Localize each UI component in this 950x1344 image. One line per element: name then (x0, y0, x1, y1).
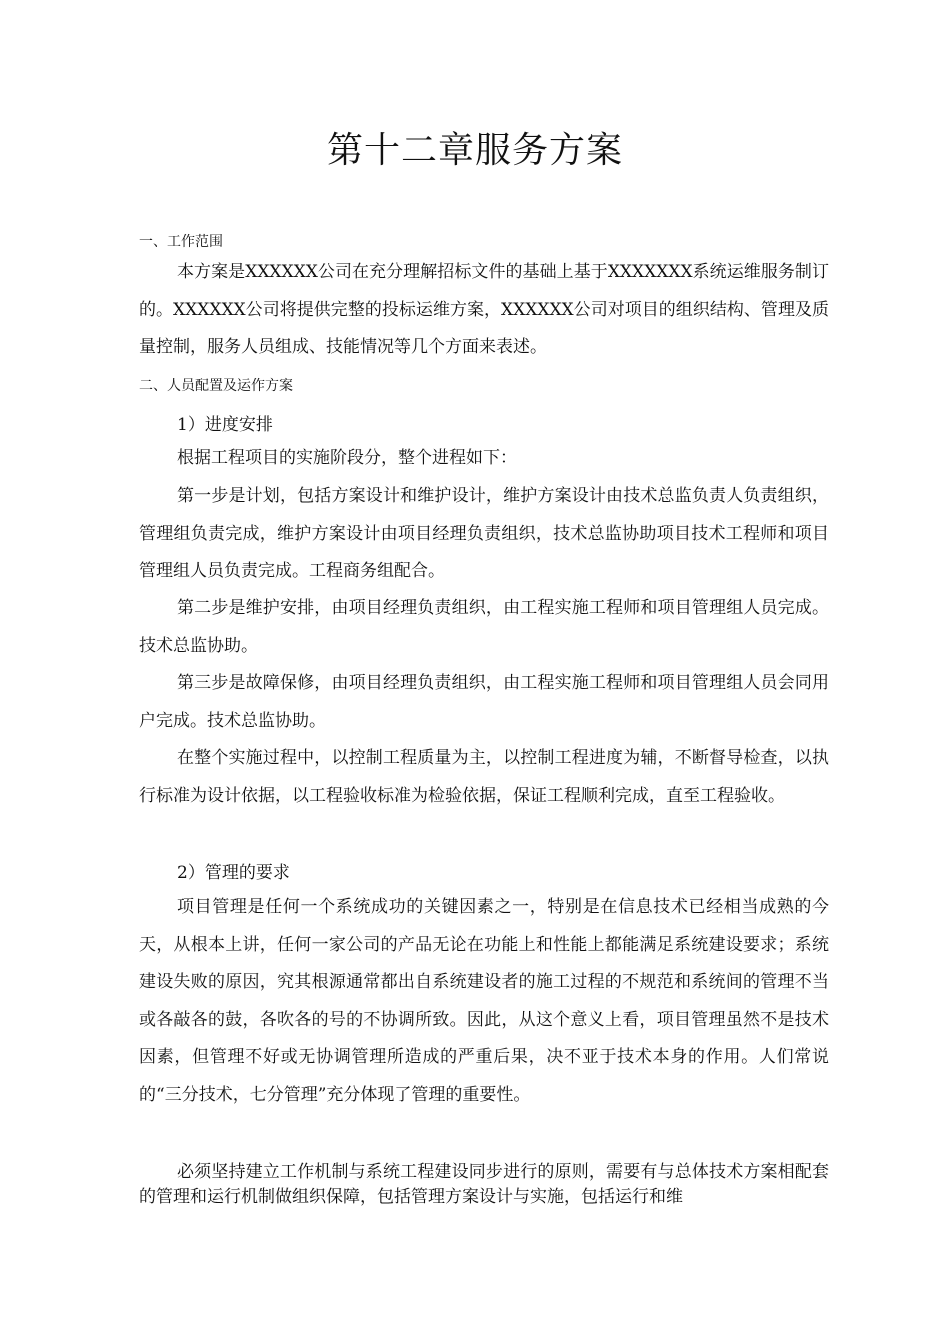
paragraph-process-summary: 在整个实施过程中，以控制工程质量为主，以控制工程进度为辅，不断督导检查，以执行标准为设计依据，以工程验收标准为检验依据，保证工程顺利完成，直至工程验收。 (139, 748, 829, 806)
paragraph-management-2: 必须坚持建立工作机制与系统工程建设同步进行的原则，需要有与总体技术方案相配套的管理和运行机制做组织保障，包括管理方案设计与实施，包括运行和维 (139, 1162, 829, 1207)
section-heading-scope: 一、工作范围 (139, 234, 223, 250)
paragraph-step-2: 第二步是维护安排，由项目经理负责组织，由工程实施工程师和项目管理组人员完成。技术总监协助。 (139, 598, 829, 656)
section-heading-staffing: 二、人员配置及运作方案 (139, 378, 293, 394)
subheading-schedule: 1）进度安排 (177, 415, 273, 435)
paragraph-step-1: 第一步是计划，包括方案设计和维护设计，维护方案设计由技术总监负责人负责组织，管理组负责完成，维护方案设计由项目经理负责组织，技术总监协助项目技术工程师和项目管理组人员负责完成。工程商务组配合。 (139, 486, 829, 581)
paragraph-step-3: 第三步是故障保修，由项目经理负责组织，由工程实施工程师和项目管理组人员会同用户完成。技术总监协助。 (139, 673, 829, 731)
subheading-management: 2）管理的要求 (177, 863, 290, 883)
page-title: 第十二章服务方案 (326, 130, 623, 171)
paragraph-scope: 本方案是XXXXXX公司在充分理解招标文件的基础上基于XXXXXXX系统运维服务制订的。XXXXXX公司将提供完整的投标运维方案，XXXXXX公司对项目的组织结构、管理及质量控制，服务人员组成、技能情况等几个方面来表述。 (139, 262, 829, 357)
paragraph-management-1: 项目管理是任何一个系统成功的关键因素之一，特别是在信息技术已经相当成熟的今天，从根本上讲，任何一家公司的产品无论在功能上和性能上都能满足系统建设要求；系统建设失败的原因，究其根源通常都出自系统建设者的施工过程的不规范和系统间的管理不当或各敲各的鼓，各吹各的号的不协调所致。因此，从这个意义上看，项目管理虽然不是技术因素，但管理不好或无协调管理所造成的严重后果，决不亚于技术本身的作用。人们常说的“三分技术，七分管理”充分体现了管理的重要性。 (139, 897, 829, 1105)
paragraph-schedule-intro: 根据工程项目的实施阶段分，整个进程如下： (177, 448, 517, 468)
